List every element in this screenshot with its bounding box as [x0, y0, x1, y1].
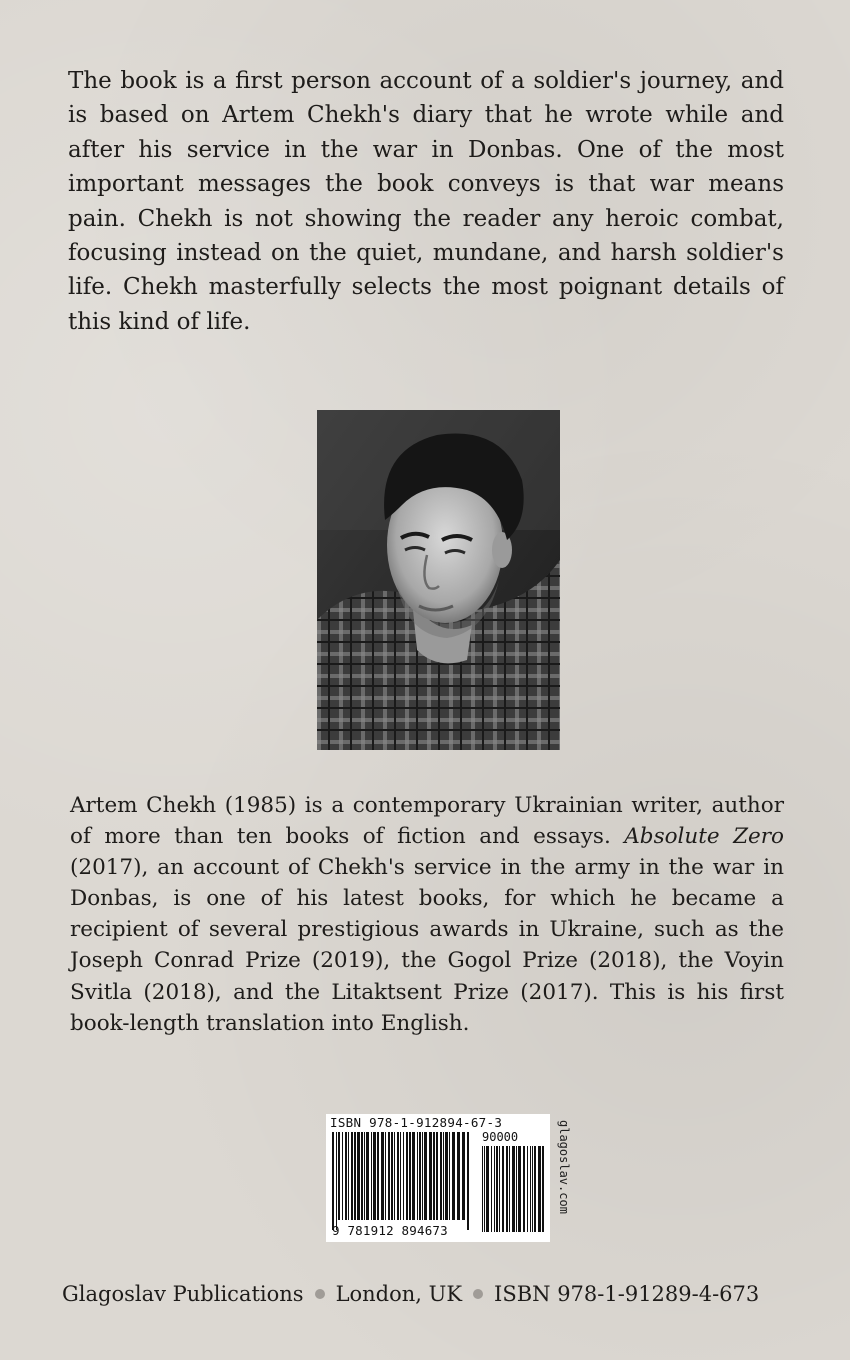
barcode-digits: 9 781912 894673: [332, 1223, 448, 1238]
barcode-bar: [486, 1146, 489, 1232]
barcode-bar: [351, 1132, 353, 1220]
barcode-bar: [377, 1132, 379, 1220]
barcode-bar: [429, 1132, 432, 1220]
barcode-bar: [394, 1132, 395, 1220]
barcode-bar: [364, 1132, 365, 1220]
barcode-bar: [412, 1132, 415, 1220]
footer-publisher: Glagoslav Publications: [62, 1282, 304, 1306]
barcode-bar: [538, 1146, 541, 1232]
barcode-bar: [467, 1132, 469, 1230]
book-title: Absolute Zero: [624, 824, 784, 850]
barcode-bar: [530, 1146, 531, 1232]
barcode-bar: [440, 1132, 442, 1220]
barcode-bar: [348, 1132, 349, 1220]
barcode-bar: [494, 1146, 495, 1232]
footer-location: London, UK: [335, 1282, 463, 1306]
barcode-bar: [534, 1146, 536, 1232]
barcode-bar: [336, 1132, 337, 1230]
barcode-bar: [452, 1132, 455, 1220]
website-text: glagoslav.com: [557, 1120, 571, 1214]
isbn-barcode: [326, 1114, 550, 1242]
barcode-bar: [422, 1132, 423, 1220]
barcode-bar: [462, 1132, 465, 1220]
barcode-bar: [406, 1132, 408, 1220]
barcode-bar: [361, 1132, 363, 1220]
barcode-bar: [338, 1132, 340, 1220]
barcode-bar: [391, 1132, 393, 1220]
barcode-bar: [443, 1132, 444, 1220]
barcode-bar: [542, 1146, 544, 1232]
barcode-bar: [366, 1132, 369, 1220]
bullet-icon: [315, 1289, 325, 1299]
barcode-bar: [345, 1132, 347, 1220]
barcode-bar: [342, 1132, 343, 1220]
barcode-bar: [523, 1146, 525, 1232]
barcode-bar: [436, 1132, 438, 1220]
barcode-bar: [509, 1146, 510, 1232]
footer: [62, 1282, 792, 1306]
barcode-bar: [409, 1132, 411, 1220]
author-bio: [70, 790, 784, 1039]
bio-rest: (2017), an account of Chekh's service in the army in the war in Donbas, is one of his latest books, for which he became a recipient of several prestigious awards in Ukraine, such as the Joseph Conrad Prize (2019), the Gogol Prize (2018), the Voyin Svitla (2018), and the Litaktsent Prize (2017). This is his first book-length translation into English.: [70, 855, 784, 1036]
barcode-bar: [381, 1132, 384, 1220]
barcode-bar: [499, 1146, 500, 1232]
barcode-bar: [371, 1132, 372, 1220]
barcode-bar: [373, 1132, 376, 1220]
barcode-bar: [417, 1132, 418, 1220]
barcode-bar: [518, 1146, 521, 1232]
bullet-icon: [473, 1289, 483, 1299]
barcode-addon: 90000: [482, 1130, 519, 1144]
footer-isbn: ISBN 978-1-91289-4-673: [494, 1282, 760, 1306]
author-photo: [317, 410, 560, 750]
barcode-bar: [354, 1132, 356, 1220]
barcode-bar: [512, 1146, 515, 1232]
barcode-bar: [449, 1132, 450, 1220]
book-blurb: The book is a first person account of a soldier's journey, and is based on Artem Chekh's diary that he wrote while and after his service in the war in Donbas. One of the most important messages the book conveys is that war means pain. Chekh is not showing the reader any heroic combat, focusing instead on the quiet, mundane, and harsh soldier's life. Chekh masterfully selects the most poignant details of this kind of life.: [68, 68, 784, 335]
barcode-bar: [397, 1132, 399, 1220]
barcode-bar: [491, 1146, 492, 1232]
barcode-bar: [527, 1146, 528, 1232]
barcode-bar: [403, 1132, 404, 1220]
barcode-bar: [433, 1132, 435, 1220]
barcode-bar: [400, 1132, 401, 1220]
barcode-bar: [496, 1146, 498, 1232]
website-vertical: [557, 1120, 573, 1240]
barcode-bar: [516, 1146, 517, 1232]
barcode-bar: [484, 1146, 485, 1232]
barcode-bar: [506, 1146, 508, 1232]
barcode-bar: [445, 1132, 448, 1220]
barcode-bar: [385, 1132, 386, 1220]
barcode-bar: [502, 1146, 504, 1232]
barcode-isbn-label: ISBN 978-1-912894-67-3: [330, 1115, 503, 1130]
barcode-bar: [357, 1132, 360, 1220]
barcode-bar: [388, 1132, 390, 1220]
barcode-bar: [482, 1146, 483, 1232]
barcode-bar: [532, 1146, 533, 1232]
barcode-bar: [419, 1132, 421, 1220]
barcode-bar: [332, 1132, 334, 1230]
barcode-bar: [457, 1132, 460, 1220]
bio-intro: Artem Chekh (1985) is a contemporary Ukrainian writer, author of more than ten books of fiction and essays.: [70, 793, 784, 850]
barcode-bar: [424, 1132, 427, 1220]
